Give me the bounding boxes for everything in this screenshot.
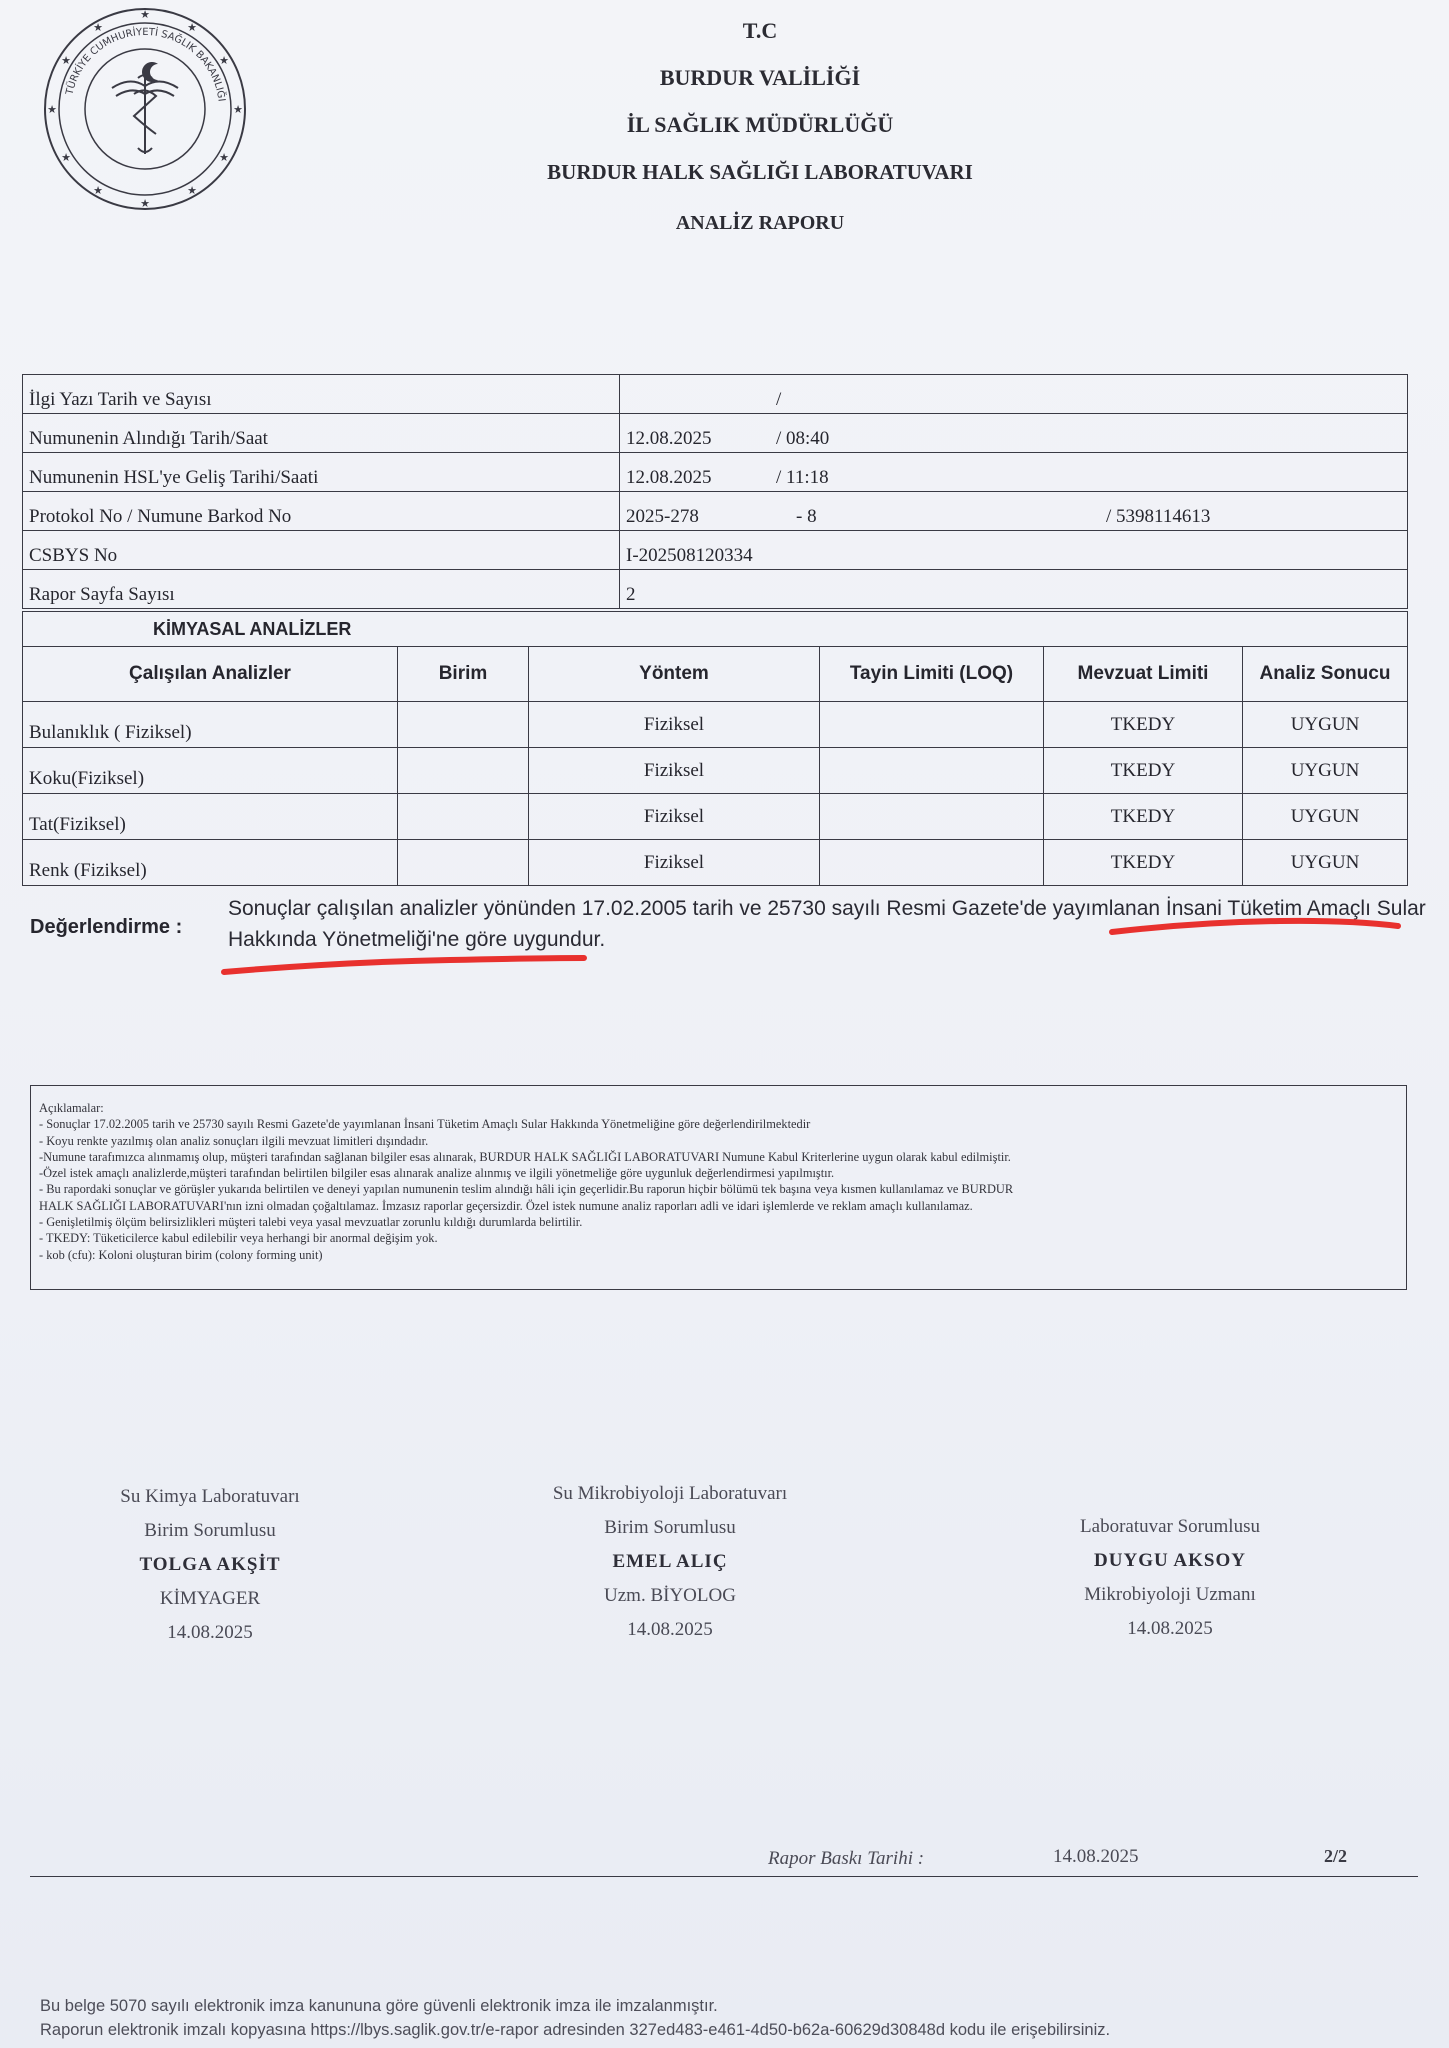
table-row <box>23 794 1408 840</box>
analysis-name: Tat(Fiziksel) <box>23 794 398 840</box>
explanations-box <box>30 1085 1407 1290</box>
info-value: 2 <box>620 570 1408 609</box>
col-header: Mevzuat Limiti <box>1044 647 1243 702</box>
limit-cell: TKEDY <box>1044 702 1243 748</box>
loq-cell <box>820 794 1044 840</box>
info-label: Rapor Sayfa Sayısı <box>23 570 620 609</box>
loq-cell <box>820 840 1044 886</box>
col-header: Çalışılan Analizler <box>23 647 398 702</box>
sig-role: Birim Sorumlusu <box>604 1517 736 1538</box>
method-cell: Fiziksel <box>529 702 820 748</box>
svg-text:★: ★ <box>140 197 150 210</box>
col-header: Analiz Sonucu <box>1243 647 1408 702</box>
print-date-value: 14.08.2025 <box>1053 1846 1139 1867</box>
sig-date: 14.08.2025 <box>167 1622 253 1643</box>
info-value: 12.08.2025 / 08:40 <box>620 414 1408 453</box>
sig-title: Uzm. BİYOLOG <box>604 1585 736 1606</box>
table-row <box>23 840 1408 886</box>
sig-title: Mikrobiyoloji Uzmanı <box>1084 1584 1256 1605</box>
method-cell: Fiziksel <box>529 794 820 840</box>
table-row <box>23 531 1408 570</box>
col-header: Birim <box>398 647 529 702</box>
svg-text:★: ★ <box>61 151 71 164</box>
sample-info-table <box>22 374 1408 609</box>
result-cell: UYGUN <box>1243 748 1408 794</box>
note-line: Açıklamalar: <box>39 1101 104 1115</box>
sig-name: EMEL ALIÇ <box>612 1551 728 1572</box>
table-row <box>23 748 1408 794</box>
signature-block-microbiology <box>520 1477 820 1647</box>
sig-name: DUYGU AKSOY <box>1094 1550 1246 1571</box>
header-valilik: BURDUR VALİLİĞİ <box>659 65 861 90</box>
col-header: Tayin Limiti (LOQ) <box>820 647 1044 702</box>
note-line: - Koyu renkte yazılmış olan analiz sonuçları ilgili mevzuat limitleri dışındadır. <box>39 1133 429 1148</box>
info-label: Protokol No / Numune Barkod No <box>23 492 620 531</box>
svg-text:★: ★ <box>187 21 197 34</box>
analysis-name: Renk (Fiziksel) <box>23 840 398 886</box>
unit-cell <box>398 840 529 886</box>
footer-divider <box>30 1876 1418 1877</box>
evaluation-text <box>228 893 1426 955</box>
col-header: Yöntem <box>529 647 820 702</box>
unit-cell <box>398 702 529 748</box>
analysis-name: Bulanıklık ( Fiziksel) <box>23 702 398 748</box>
red-underline-2 <box>224 958 584 972</box>
header-mudurluk: İL SAĞLIK MÜDÜRLÜĞÜ <box>626 112 894 137</box>
info-value: I-202508120334 <box>620 531 1408 570</box>
esign-verification-link: Raporun elektronik imzalı kopyasına https://lbys.saglik.gov.tr/e-rapor adresinden 327ed483-e461-4d50-b62a-60629d30848d kodu ile erişebilirsiniz. <box>40 2021 1111 2039</box>
method-cell: Fiziksel <box>529 840 820 886</box>
table-row <box>23 702 1408 748</box>
limit-cell: TKEDY <box>1044 794 1243 840</box>
loq-cell <box>820 702 1044 748</box>
note-line: - TKEDY: Tüketicilerce kabul edilebilir veya herhangi bir anormal değişim yok. <box>39 1231 438 1246</box>
svg-text:★: ★ <box>61 54 71 67</box>
chemical-analysis-table <box>22 611 1408 886</box>
svg-text:★: ★ <box>93 184 103 197</box>
svg-text:★: ★ <box>219 54 229 67</box>
header-tc: T.C <box>742 18 778 43</box>
sig-title: KİMYAGER <box>159 1588 261 1609</box>
report-title: ANALİZ RAPORU <box>675 212 845 234</box>
svg-text:★: ★ <box>187 184 197 197</box>
analysis-name: Koku(Fiziksel) <box>23 748 398 794</box>
svg-text:★: ★ <box>233 103 243 116</box>
note-line: - kob (cfu): Koloni oluşturan birim (colony forming unit) <box>39 1247 323 1262</box>
esign-notice: Bu belge 5070 sayılı elektronik imza kanununa göre güvenli elektronik imza ile imzalanmıştır. <box>40 1997 718 2015</box>
header-laboratory: BURDUR HALK SAĞLIĞI LABORATUVARI <box>547 160 973 184</box>
info-value: / <box>620 375 1408 414</box>
chem-header-row <box>23 647 1408 702</box>
table-row <box>23 453 1408 492</box>
note-line: - Bu rapordaki sonuçlar ve görüşler yukarıda belirtilen ve deneyi yapılan numunenin teslim alındığı hâli için geçerlidir.Bu raporun hiçbir bölümü tek başına veya kısmen kullanılamaz ve BURDUR <box>39 1182 1014 1197</box>
svg-text:★: ★ <box>140 8 150 21</box>
svg-text:TÜRKİYE CUMHURİYETİ SAĞLIK BAK: TÜRKİYE CUMHURİYETİ SAĞLIK BAKANLIĞI <box>64 26 227 103</box>
sig-lab: Su Mikrobiyoloji Laboratuvarı <box>552 1483 788 1504</box>
print-date-label: Rapor Baskı Tarihi : <box>768 1848 925 1869</box>
limit-cell: TKEDY <box>1044 748 1243 794</box>
info-label: Numunenin HSL'ye Geliş Tarihi/Saati <box>23 453 620 492</box>
result-cell: UYGUN <box>1243 840 1408 886</box>
method-cell: Fiziksel <box>529 748 820 794</box>
evaluation-line: Hakkında Yönetmeliği'ne göre uygundur. <box>228 928 606 951</box>
table-row <box>23 414 1408 453</box>
info-value: 12.08.2025 / 11:18 <box>620 453 1408 492</box>
sig-role: Laboratuvar Sorumlusu <box>1080 1516 1260 1537</box>
unit-cell <box>398 748 529 794</box>
ministry-seal-icon <box>42 6 248 212</box>
sig-date: 14.08.2025 <box>1127 1618 1213 1639</box>
sig-date: 14.08.2025 <box>627 1619 713 1640</box>
chem-title: KİMYASAL ANALİZLER <box>23 612 1408 647</box>
table-row <box>23 492 1408 531</box>
sig-role: Birim Sorumlusu <box>144 1520 276 1541</box>
page-number: 2/2 <box>1324 1846 1348 1866</box>
svg-text:★: ★ <box>47 103 57 116</box>
svg-text:★: ★ <box>219 151 229 164</box>
evaluation-line: Sonuçlar çalışılan analizler yönünden 17.02.2005 tarih ve 25730 sayılı Resmi Gazete'de yayımlanan İnsani Tüketim Amaçlı Sular <box>228 897 1426 920</box>
note-line: -Numune tarafımızca alınmamış olup, müşteri tarafından sağlanan bilgiler esas alınarak, BURDUR HALK SAĞLIĞI LABORATUVARI Numune Kabul Kriterlerine uygun olarak kabul edilmiştir. <box>39 1149 1011 1164</box>
info-label: Numunenin Alındığı Tarih/Saat <box>23 414 620 453</box>
info-label: CSBYS No <box>23 531 620 570</box>
result-cell: UYGUN <box>1243 794 1408 840</box>
svg-text:★: ★ <box>93 21 103 34</box>
evaluation-label: Değerlendirme : <box>30 916 183 938</box>
info-value: 2025-278 - 8 / 5398114613 <box>620 492 1408 531</box>
limit-cell: TKEDY <box>1044 840 1243 886</box>
note-line: HALK SAĞLIĞI LABORATUVARI'nın izni olmadan çoğaltılamaz. İmzasız raporlar geçersizdir. Özel istek numune analiz raporları adli ve idari işlemlerde ve reklam amaçlı kullanılamaz. <box>39 1198 973 1213</box>
result-cell: UYGUN <box>1243 702 1408 748</box>
info-label: İlgi Yazı Tarih ve Sayısı <box>23 375 620 414</box>
table-row <box>23 375 1408 414</box>
note-line: - Genişletilmiş ölçüm belirsizlikleri müşteri talebi veya yasal mevzuatlar zorunlu kıldığı durumlarda belirtilir. <box>39 1215 583 1230</box>
table-row <box>23 570 1408 609</box>
signature-block-lab-head <box>1010 1510 1330 1646</box>
signature-block-chemistry <box>80 1480 340 1650</box>
unit-cell <box>398 794 529 840</box>
sig-name: TOLGA AKŞİT <box>139 1554 281 1575</box>
note-line: -Özel istek amaçlı analizlerde,müşteri tarafından belirtilen bilgiler esas alınarak analize alınmış ve ilgili yönetmeliğe göre uygunluk değerlendirmesi yapılmıştır. <box>39 1166 835 1181</box>
sig-lab: Su Kimya Laboratuvarı <box>120 1486 300 1507</box>
note-line: - Sonuçlar 17.02.2005 tarih ve 25730 sayılı Resmi Gazete'de yayımlanan İnsani Tüketim Amaçlı Sular Hakkında Yönetmeliğine göre değerlendirilmektedir <box>39 1117 811 1132</box>
loq-cell <box>820 748 1044 794</box>
